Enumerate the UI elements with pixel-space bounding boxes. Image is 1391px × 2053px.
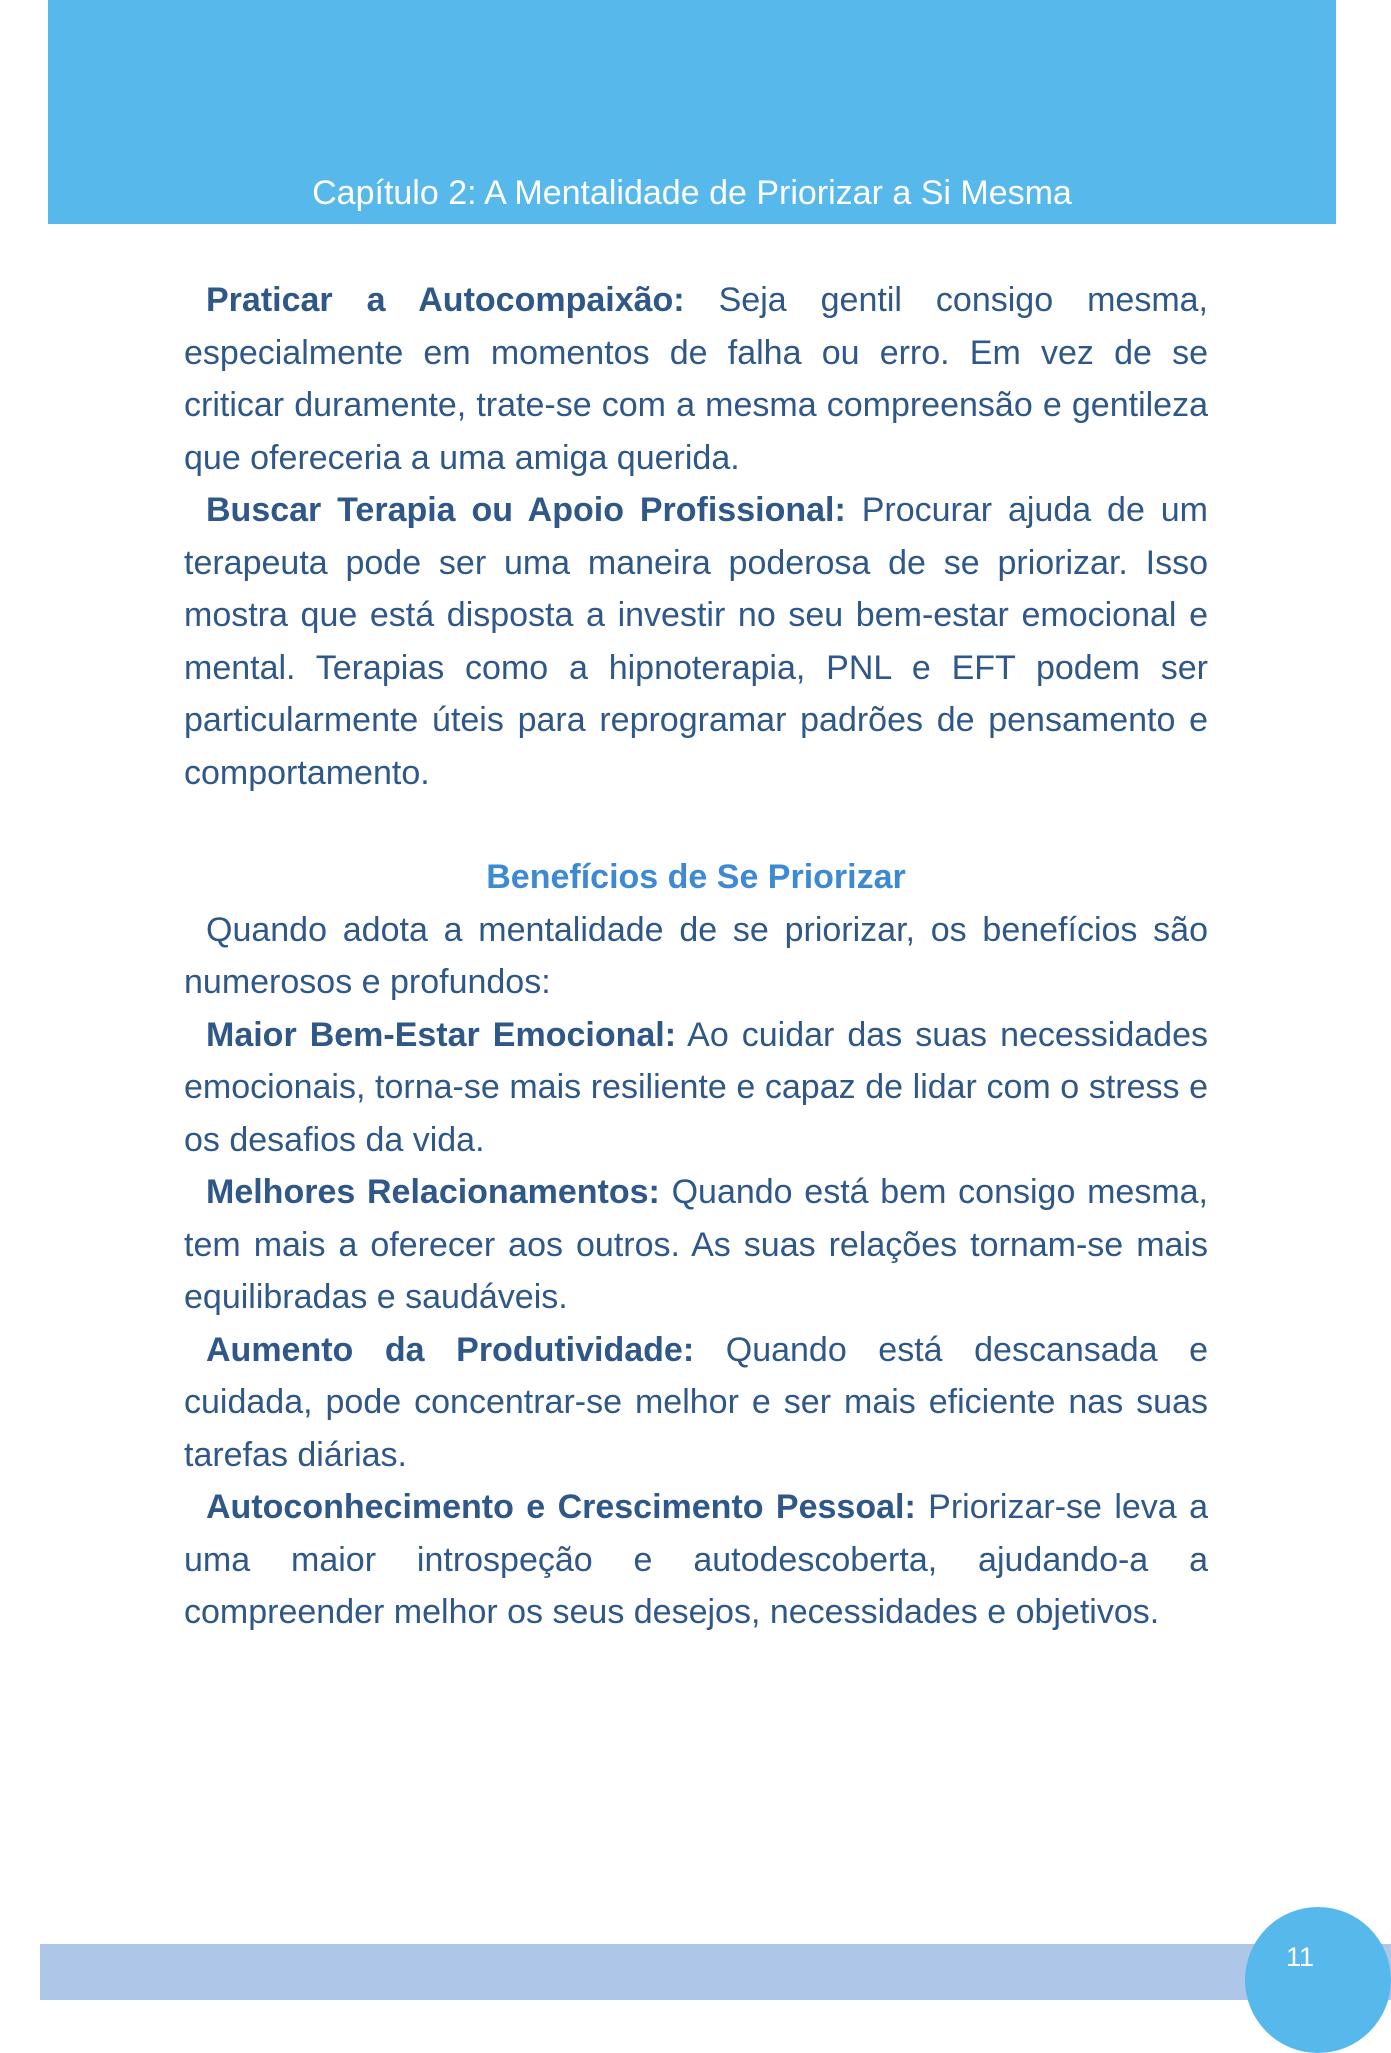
section-intro: Quando adota a mentalidade de se priorizar, os benefícios são numerosos e profundos: xyxy=(184,910,1208,1001)
paragraph-term: Praticar a Autocompaixão: xyxy=(206,281,685,319)
chapter-header-band xyxy=(48,0,1336,224)
page-content xyxy=(184,274,1208,1639)
section-heading: Benefícios de Se Priorizar xyxy=(486,858,906,896)
benefit-item xyxy=(184,1009,1208,1167)
benefit-term: Autoconhecimento e Crescimento Pessoal: xyxy=(206,1488,916,1526)
paragraph-autocompaixao xyxy=(184,274,1208,484)
paragraph-term: Buscar Terapia ou Apoio Profissional: xyxy=(206,491,846,529)
benefit-text: Quando está bem consigo mesma, tem mais a oferecer aos outros. As suas relações tornam-se mais equilibradas e saudáveis. xyxy=(184,1173,1209,1316)
benefit-text: Quando está descansada e cuidada, pode concentrar-se melhor e ser mais eficiente nas suas tarefas diárias. xyxy=(184,1330,1208,1474)
footer-band xyxy=(40,1944,1391,2000)
benefit-item xyxy=(184,1324,1208,1482)
page-number-circle xyxy=(1245,1907,1391,2053)
page-number: 11 xyxy=(1285,1942,1315,1972)
paragraph-text: Seja gentil consigo mesma, especialmente em momentos de falha ou erro. Em vez de se criticar duramente, trate-se com a mesma compreensão e gentileza que ofereceria a uma amiga querida. xyxy=(184,281,1208,477)
benefit-item xyxy=(184,1166,1208,1324)
paragraph-terapia xyxy=(184,484,1208,799)
benefit-term: Aumento da Produtividade: xyxy=(206,1330,695,1369)
section-spacer xyxy=(184,799,1208,851)
benefit-term: Melhores Relacionamentos: xyxy=(206,1173,660,1211)
benefit-item xyxy=(184,1481,1208,1639)
chapter-title: Capítulo 2: A Mentalidade de Priorizar a Si Mesma xyxy=(312,174,1072,212)
benefit-term: Maior Bem-Estar Emocional: xyxy=(206,1015,677,1054)
benefit-text: Priorizar-se leva a uma maior introspeção e autodescoberta, ajudando-a a compreender melhor os seus desejos, necessidades e objetivos. xyxy=(184,1488,1208,1631)
paragraph-text: Procurar ajuda de um terapeuta pode ser uma maneira poderosa de se priorizar. Isso mostra que está disposta a investir no seu bem-estar emocional e mental. Terapias como a hipnoterapia, PNL e EFT podem ser particularmente úteis para reprogramar padrões de pensamento e comportamento. xyxy=(184,491,1208,792)
benefit-text: Ao cuidar das suas necessidades emocionais, torna-se mais resiliente e capaz de lidar com o stress e os desafios da vida. xyxy=(184,1015,1208,1159)
